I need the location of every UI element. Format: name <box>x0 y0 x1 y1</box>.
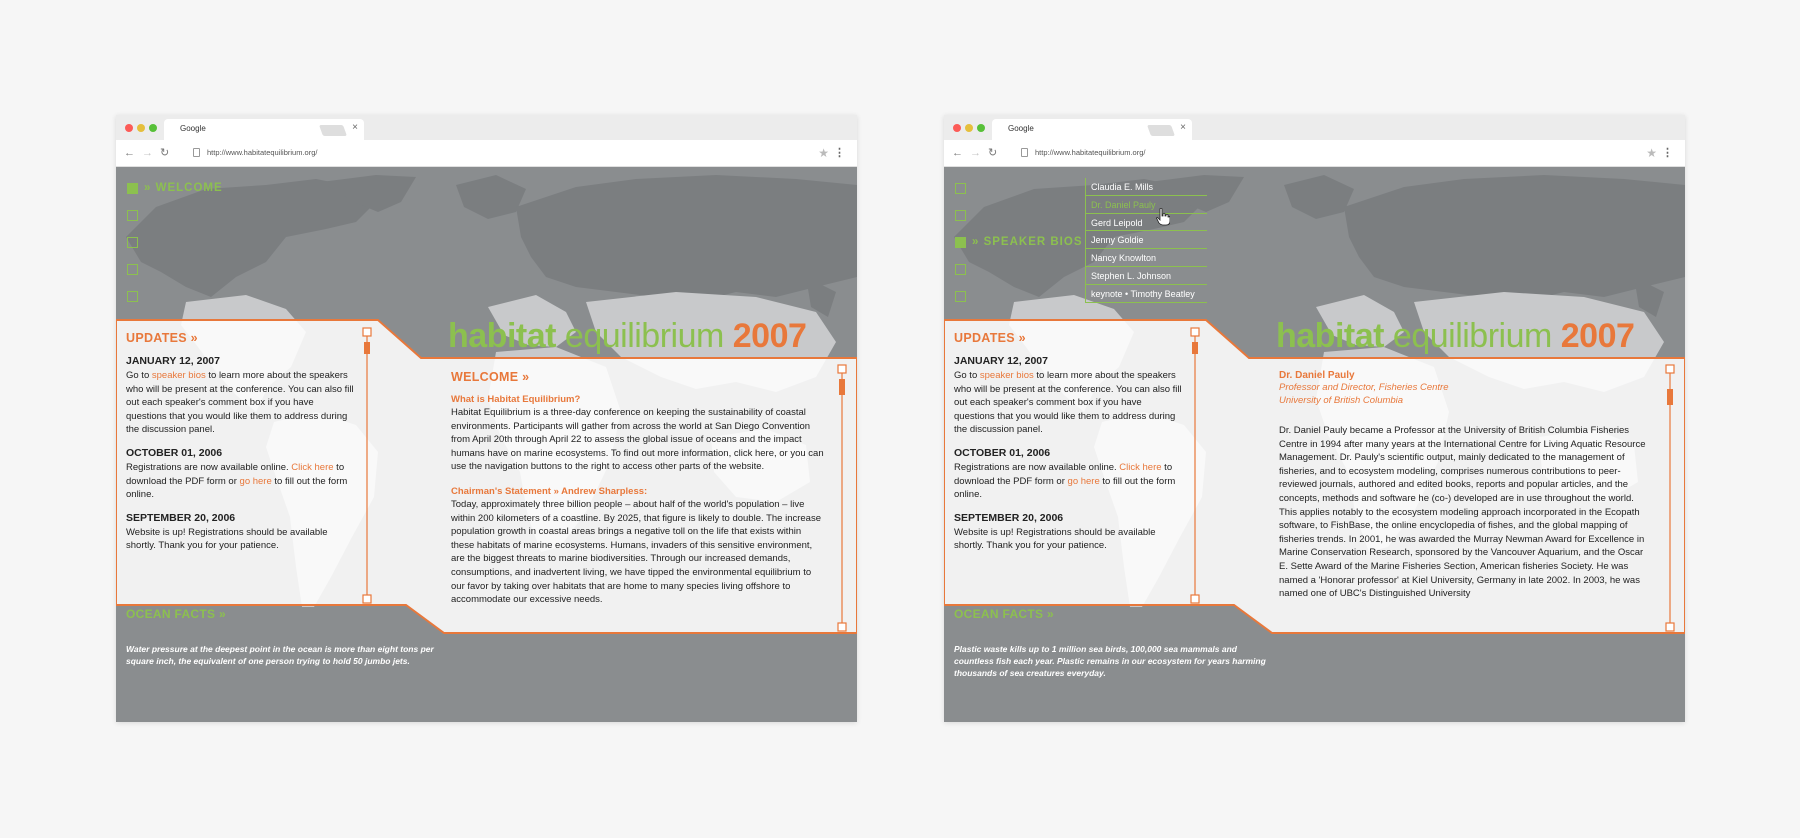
close-window-button[interactable] <box>125 124 133 132</box>
nav-item[interactable] <box>127 262 367 278</box>
ocean-fact-text: Plastic waste kills up to 1 million sea birds, 100,000 sea mammals and countless fish each year. Plastic remains in our ecosystem for years harming thousands of sea creatures everyday. <box>954 644 1266 678</box>
update-text: Registrations are now available online. Click here to download the PDF form or go here to fill out the form online. <box>126 461 348 501</box>
nav-square-icon <box>127 264 138 275</box>
updates-heading: UPDATES » <box>954 331 1026 345</box>
page-icon <box>193 148 200 157</box>
webpage <box>116 167 857 722</box>
speaker-menu-item[interactable]: Nancy Knowlton <box>1086 249 1207 267</box>
click-here-link[interactable]: Click here <box>1119 461 1162 473</box>
back-arrow-icon[interactable]: ← <box>952 147 963 159</box>
title-year: 2007 <box>1560 317 1635 355</box>
update-date: SEPTEMBER 20, 2006 <box>126 511 236 524</box>
nav-label: » SPEAKER BIOS <box>972 236 1083 248</box>
browser-window-speaker-bios <box>944 115 1685 722</box>
webpage <box>944 167 1685 722</box>
star-icon[interactable]: ★ <box>818 146 829 160</box>
ocean-facts-heading: OCEAN FACTS » <box>954 607 1054 621</box>
nav-label: » WELCOME <box>144 182 223 194</box>
page-icon <box>1021 148 1028 157</box>
address-bar[interactable]: http://www.habitatequilibrium.org/ <box>1035 148 1146 157</box>
ocean-facts-section <box>126 607 446 667</box>
updates-section <box>126 331 356 553</box>
speaker-menu-item[interactable]: keynote • Timothy Beatley <box>1086 285 1207 303</box>
update-text: Website is up! Registrations should be available shortly. Thank you for your patience. <box>126 526 328 552</box>
paragraph: Habitat Equilibrium is a three-day conference on keeping the sustainability of coastal environments. Participants will gather from across the world at San Diego Convention from April 20th through April 22 to assess the global issue of oceans and the impact humans have on marine ecosystems. To find out more information, click here, or you can use the navigation buttons to the right to access other parts of the website. <box>451 407 824 473</box>
speaker-menu-item[interactable]: Claudia E. Mills <box>1086 178 1207 196</box>
title-equilibrium: equilibrium <box>564 317 724 355</box>
nav-square-icon <box>127 237 138 248</box>
ocean-facts-heading: OCEAN FACTS » <box>126 607 226 621</box>
update-date: OCTOBER 01, 2006 <box>954 446 1051 459</box>
close-window-button[interactable] <box>953 124 961 132</box>
nav-square-icon <box>127 210 138 221</box>
title-year: 2007 <box>732 317 807 355</box>
welcome-content <box>451 370 826 607</box>
menu-icon[interactable]: ⋮ <box>1662 147 1673 159</box>
nav-square-icon <box>955 291 966 302</box>
update-text: Go to speaker bios to learn more about the speakers who will be present at the conference. You can also fill out each speaker's comment box if you have questions that you would like them to address during the discussion panel. <box>126 370 354 436</box>
speaker-menu-item[interactable]: Jenny Goldie <box>1086 231 1207 249</box>
bio-text: Dr. Daniel Pauly became a Professor at the University of British Columbia Fisheries Centre in 1994 after many years at the International Centre for Living Aquatic Resource Management. Dr. Pauly's scientific output, mainly dedicated to the management of fisheries, and to ecosystem modeling, comprises numerous contributions to peer-reviewed journals, authored and edited books, reports and popular articles, and the concepts, methods and software he (co-) developed are in use throughout the world. This applies notably to the ecosystem modeling approach incorporated in the Ecopath software, to FishBase, the online encyclopedia of fishes, and the global mapping of fisheries trends. In 2001, he was awarded the Murray Newman Award for Excellence in Marine Conservation Research, sponsored by the Vancouver Aquarium, and the Oscar E. Sette Award of the Marine Fisheries Section, American fisheries Society. He was named a 'Honorar professor' at Kiel University, Germany in late 2002. In 2003, he was named one of UBC's Distinguished University <box>1279 425 1646 600</box>
speaker-menu-item-active[interactable]: Dr. Daniel Pauly <box>1086 196 1207 214</box>
forward-arrow-icon[interactable]: → <box>970 147 981 159</box>
browser-toolbar <box>944 140 1685 167</box>
update-date: JANUARY 12, 2007 <box>126 355 220 367</box>
nav-square-icon <box>955 183 966 194</box>
go-here-link[interactable]: go here <box>1067 475 1100 487</box>
paragraph: Today, approximately three billion people – about half of the world's population – live within 200 kilometers of a coastline. By 2025, that figure is likely to double. The increase population growth in coastal areas brings a negative toll on the life that exists within these habitats of marine ecosystems. Humans, invaders of this sensitive environment, are the biggest threats to marine biodiversities. Through our increased demands, consumptions, and inadvertent living, we have tipped the environmental equilibrium to our favor by taking over habitats that are home to many species living offshore to accommodate our excessive needs. <box>451 498 821 606</box>
speaker-bio-content <box>1279 370 1654 600</box>
bio-title: Professor and Director, Fisheries Centre <box>1279 382 1449 393</box>
update-text: Go to speaker bios to learn more about the speakers who will be present at the conference. You can also fill out each speaker's comment box if you have questions that you would like them to address during the discussion panel. <box>954 370 1182 436</box>
site-title <box>1276 316 1634 356</box>
update-date: OCTOBER 01, 2006 <box>126 446 223 459</box>
nav-item[interactable] <box>127 208 367 224</box>
nav-square-icon <box>955 237 966 248</box>
minimize-window-button[interactable] <box>965 124 973 132</box>
nav-item[interactable] <box>127 289 367 305</box>
updates-section <box>954 331 1184 553</box>
reload-icon[interactable]: ↻ <box>160 147 170 159</box>
address-bar[interactable]: http://www.habitatequilibrium.org/ <box>207 148 318 157</box>
back-arrow-icon[interactable]: ← <box>124 147 135 159</box>
star-icon[interactable]: ★ <box>1646 146 1657 160</box>
nav-square-icon <box>955 264 966 275</box>
browser-window-welcome <box>116 115 857 722</box>
nav-square-icon <box>955 210 966 221</box>
subheading: Chairman's Statement » Andrew Sharpless: <box>451 485 648 497</box>
nav-square-icon <box>127 183 138 194</box>
minimize-window-button[interactable] <box>137 124 145 132</box>
title-habitat: habitat <box>448 317 556 355</box>
update-date: JANUARY 12, 2007 <box>954 355 1048 367</box>
nav-item[interactable] <box>127 235 367 251</box>
new-tab-button[interactable] <box>1147 125 1175 136</box>
ocean-facts-section <box>954 607 1274 679</box>
welcome-heading: WELCOME » <box>451 370 530 384</box>
speaker-menu-item[interactable]: Stephen L. Johnson <box>1086 267 1207 285</box>
speaker-dropdown <box>1085 178 1207 303</box>
ocean-fact-text: Water pressure at the deepest point in the ocean is more than eight tons per square inch, the equivalent of one person trying to hold 50 jumbo jets. <box>126 644 434 666</box>
site-title <box>448 316 806 356</box>
title-equilibrium: equilibrium <box>1392 317 1552 355</box>
nav-square-icon <box>127 291 138 302</box>
go-here-link[interactable]: go here <box>239 475 272 487</box>
hand-cursor-icon <box>1156 208 1170 226</box>
maximize-window-button[interactable] <box>149 124 157 132</box>
nav-item-welcome[interactable] <box>127 181 367 197</box>
speaker-bios-link[interactable]: speaker bios <box>979 370 1034 381</box>
tab-title: Google <box>180 124 206 133</box>
click-here-link[interactable]: Click here <box>291 461 334 473</box>
tab-bar <box>116 115 857 140</box>
forward-arrow-icon[interactable]: → <box>142 147 153 159</box>
bio-affiliation: University of British Columbia <box>1279 395 1404 406</box>
update-text: Registrations are now available online. Click here to download the PDF form or go here to fill out the form online. <box>954 461 1176 501</box>
bio-name: Dr. Daniel Pauly <box>1279 370 1355 381</box>
update-text: Website is up! Registrations should be available shortly. Thank you for your patience. <box>954 526 1156 552</box>
speaker-menu-item[interactable]: Gerd Leipold <box>1086 214 1207 232</box>
update-date: SEPTEMBER 20, 2006 <box>954 511 1064 524</box>
new-tab-button[interactable] <box>319 125 347 136</box>
tab-bar <box>944 115 1685 140</box>
browser-toolbar <box>116 140 857 167</box>
tab-close-icon[interactable]: × <box>352 122 358 133</box>
tab-title: Google <box>1008 124 1034 133</box>
speaker-bios-link[interactable]: speaker bios <box>151 370 206 381</box>
maximize-window-button[interactable] <box>977 124 985 132</box>
updates-heading: UPDATES » <box>126 331 198 345</box>
menu-icon[interactable]: ⋮ <box>834 147 845 159</box>
subheading: What is Habitat Equilibrium? <box>451 394 581 405</box>
title-habitat: habitat <box>1276 317 1384 355</box>
reload-icon[interactable]: ↻ <box>988 147 998 159</box>
tab-close-icon[interactable]: × <box>1180 122 1186 133</box>
